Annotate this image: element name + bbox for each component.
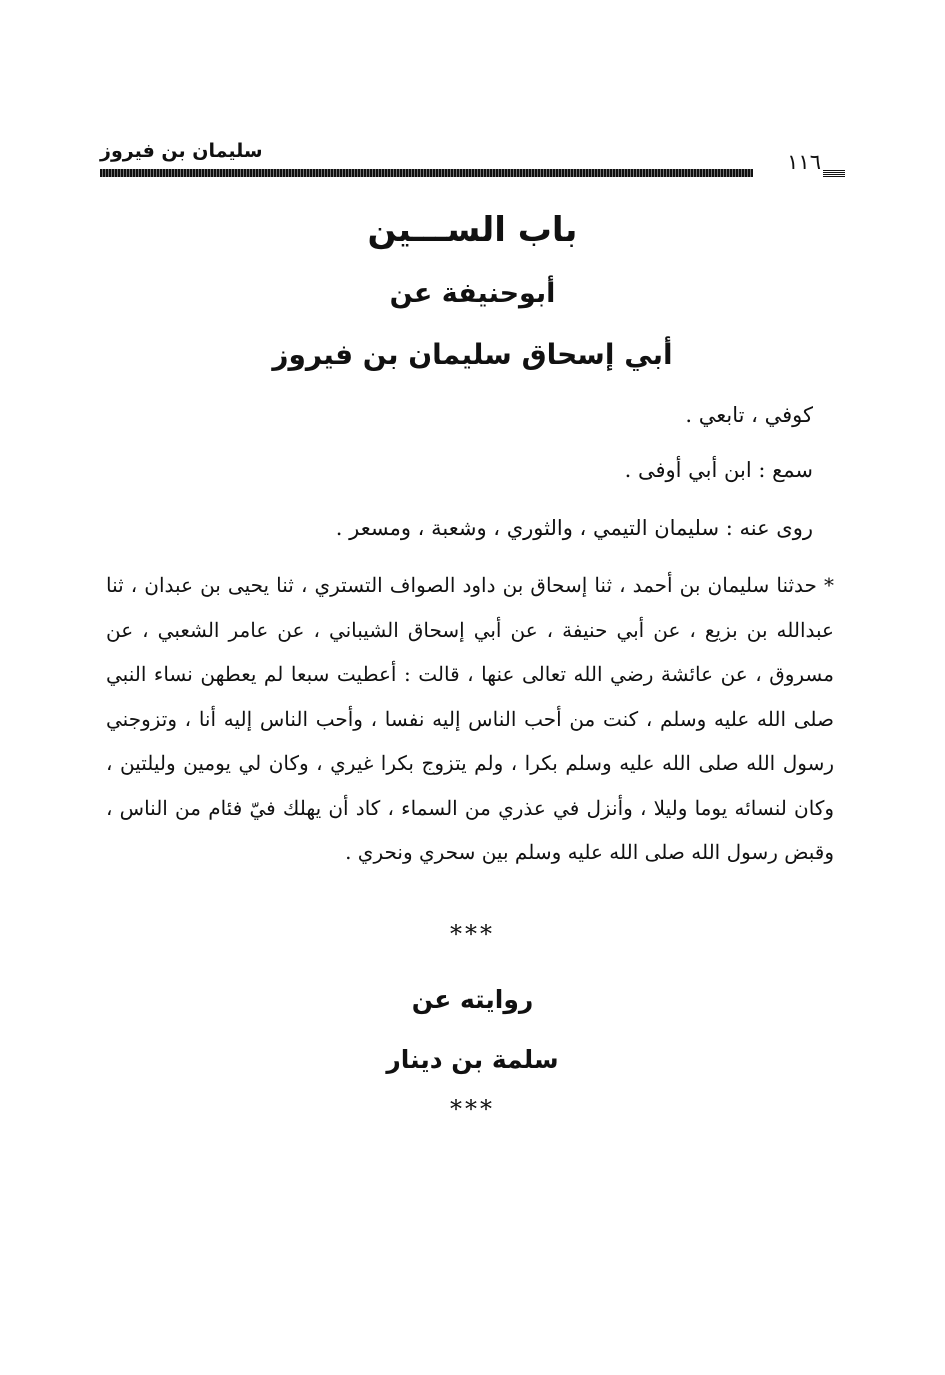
section-subtitle: أبوحنيفة عن bbox=[389, 278, 556, 309]
meta-heard-from: سمع : ابن أبي أوفى . bbox=[624, 458, 813, 482]
running-header-title: سليمان بن فيروز bbox=[100, 140, 263, 162]
header-rule bbox=[100, 169, 753, 177]
meta-narrated-by: روى عنه : سليمان التيمي ، والثوري ، وشعبة ، ومسعر . bbox=[335, 516, 813, 540]
chapter-title: باب الســـين bbox=[367, 210, 578, 250]
header-rule-right bbox=[823, 169, 845, 177]
page-number: ١١٦ bbox=[787, 150, 821, 174]
separator-stars-end: *** bbox=[450, 1095, 495, 1123]
running-header bbox=[100, 140, 845, 185]
next-section-heading: روايته عن bbox=[411, 985, 534, 1014]
meta-origin: كوفي ، تابعي . bbox=[685, 403, 813, 427]
narrator-name: أبي إسحاق سليمان بن فيروز bbox=[272, 338, 673, 371]
next-section-narrator: سلمة بن دينار bbox=[386, 1045, 559, 1074]
hadith-text: * حدثنا سليمان بن أحمد ، ثنا إسحاق بن داود الصواف التستري ، ثنا يحيى بن عبدان ، ثنا عبدالله بن بزيع ، عن أبي حنيفة ، عن أبي إسحاق الشيباني ، عن عامر الشعبي ، عن مسروق ، عن عائشة رضي الله تعالى عنها ، قالت : أعطيت سبعا لم يعطهن نساء النبي صلى الله عليه وسلم ، كنت من أحب الناس إليه نفسا ، وأحب الناس إليه أنا ، وتزوجني رسول الله صلى الله عليه وسلم بكرا ، ولم يتزوج بكرا غيري ، وكان لي يومين وليلتين ، وكان لنسائه يوما وليلا ، وأنزل في عذري من السماء ، كاد أن يهلك فيّ فئام من الناس ، وقبض رسول الله صلى الله عليه وسلم بين سحري ونحري . bbox=[106, 573, 834, 864]
separator-stars: *** bbox=[450, 920, 495, 948]
